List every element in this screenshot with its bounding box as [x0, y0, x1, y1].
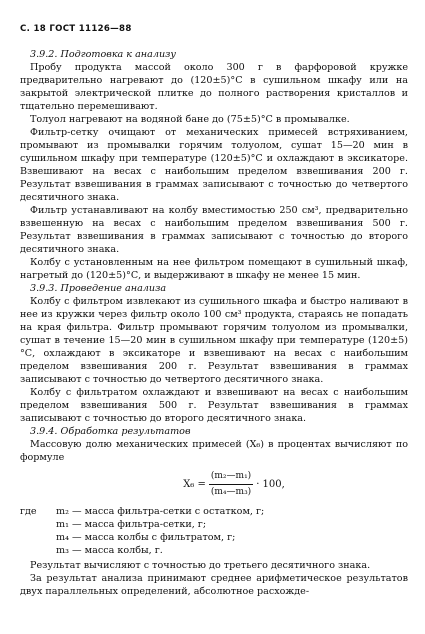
- paragraph: Фильтр-сетку очищают от механических примесей встряхиванием, промывают из промывалки горячим толуолом, сушат 15—20 мин в сушильном шкафу при температуре (120±5)°С и охлаждают в эксикаторе. Взвешивают на весах с наибольшим пределом взвешивания 200 г. Результат взвешивания в граммах записывают с точностью до четвертого десятичного знака.: [20, 127, 408, 203]
- paragraph: За результат анализа принимают среднее арифметическое результатов двух параллельных определений, абсолютное расхожде-: [20, 573, 408, 597]
- variable-definitions: [20, 505, 408, 557]
- definition-lead: [20, 518, 56, 531]
- definition-text: m₄ — масса колбы с фильтратом, г;: [56, 532, 236, 543]
- formula: [60, 470, 408, 499]
- formula-rhs: · 100,: [256, 479, 285, 490]
- section-heading-analysis: 3.9.3. Проведение анализа: [30, 283, 167, 294]
- formula-lhs: X₆ =: [183, 479, 206, 490]
- definition-row: [20, 544, 408, 557]
- paragraph: Колбу с фильтром извлекают из сушильного шкафа и быстро наливают в нее из кружки через фильтр около 100 см³ продукта, стараясь не попадать на края фильтра. Фильтр промывают горячим толуолом из промывалки, сушат в течение 15—20 мин в сушильном шкафу при температуре (120±5)°С, охлаждают в эксикаторе и взвешивают на весах с наибольшим пределом взвешивания 200 г. Результат взвешивания в граммах записывают с точностью до четвертого десятичного знака.: [20, 296, 408, 385]
- paragraph: Результат вычисляют с точностью до третьего десятичного знака.: [30, 560, 371, 571]
- definition-row: [20, 505, 408, 518]
- section-heading-preparation: 3.9.2. Подготовка к анализу: [30, 49, 176, 60]
- definition-text: m₁ — масса фильтра-сетки, г;: [56, 519, 207, 530]
- paragraph: Фильтр устанавливают на колбу вместимостью 250 см³, предварительно взвешенную на весах с наибольшим пределом взвешивания 500 г. Результат взвешивания в граммах записывают с точностью до второго десятичного знака.: [20, 205, 408, 255]
- definition-lead: [20, 531, 56, 544]
- paragraph: Колбу с установленным на нее фильтром помещают в сушильный шкаф, нагретый до (120±5)°С, и выдерживают в шкафу не менее 15 мин.: [20, 257, 408, 281]
- definition-text: m₃ — масса колбы, г.: [56, 545, 163, 556]
- formula-denominator: (m₄—m₃): [210, 487, 252, 497]
- formula-fraction: [209, 470, 253, 499]
- paragraph: Массовую долю механических примесей (X₆) в процентах вычисляют по формуле: [20, 439, 408, 463]
- definition-lead: [20, 544, 56, 557]
- definition-row: [20, 518, 408, 531]
- paragraph: Толуол нагревают на водяной бане до (75±5)°С в промывалке.: [30, 114, 350, 125]
- definition-text: m₂ — масса фильтра-сетки с остатком, г;: [56, 506, 265, 517]
- page-header: С. 18 ГОСТ 11126—88: [20, 24, 132, 34]
- paragraph: Колбу с фильтратом охлаждают и взвешивают на весах с наибольшим пределом взвешивания 500 г. Результат взвешивания в граммах записывают с точностью до второго десятичного знака.: [20, 387, 408, 424]
- definition-lead: где: [20, 506, 37, 517]
- paragraph: Пробу продукта массой около 300 г в фарфоровой кружке предварительно нагревают до (120±5)°С в сушильном шкафу или на закрытой электрической плитке до полного растворения кристаллов и тщательно перемешивают.: [20, 62, 408, 112]
- section-heading-results: 3.9.4. Обработка результатов: [30, 426, 191, 437]
- definition-row: [20, 531, 408, 544]
- formula-numerator: (m₂—m₁): [209, 470, 253, 485]
- document-body: [20, 48, 408, 598]
